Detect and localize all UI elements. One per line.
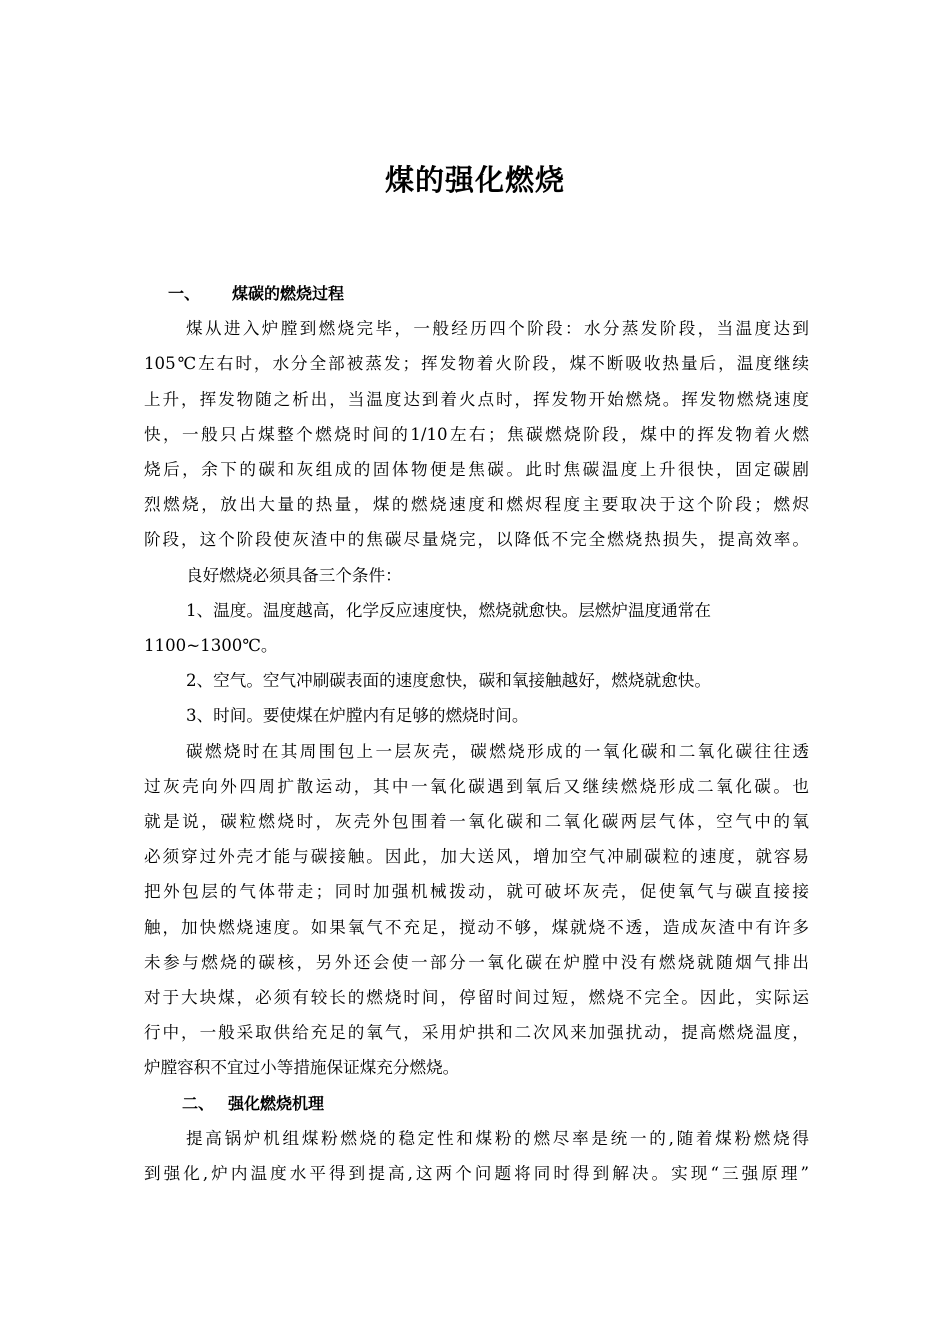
text-line: 到强化,炉内温度水平得到提高,这两个问题将同时得到解决。实现“三强原理” — [144, 1164, 809, 1184]
text-line: 把外包层的气体带走；同时加强机械拨动，就可破坏灰壳，促使氧气与碳直接接 — [144, 882, 809, 902]
text-line: 对于大块煤，必须有较长的燃烧时间，停留时间过短，燃烧不完全。因此，实际运 — [144, 988, 809, 1008]
paragraph-ash-shell — [144, 734, 809, 1086]
text-line: 105℃左右时，水分全部被蒸发；挥发物着火阶段，煤不断吸收热量后，温度继续 — [144, 354, 809, 374]
text-line: 煤从进入炉膛到燃烧完毕，一般经历四个阶段：水分蒸发阶段，当温度达到 — [186, 319, 809, 339]
text-line: 提高锅炉机组煤粉燃烧的稳定性和煤粉的燃尽率是统一的,随着煤粉燃烧得 — [186, 1128, 809, 1148]
text-line: 快，一般只占煤整个燃烧时间的1/10左右；焦碳燃烧阶段，煤中的挥发物着火燃 — [144, 424, 809, 444]
condition-air: 2、空气。空气冲刷碳表面的速度愈快，碳和氧接触越好，燃烧就愈快。 — [186, 671, 711, 691]
section-heading-text: 煤碳的燃烧过程 — [232, 284, 345, 303]
document-title: 煤的强化燃烧 — [384, 163, 565, 197]
section-heading-1 — [144, 276, 809, 311]
text-line: 就是说，碳粒燃烧时，灰壳外包围着一氧化碳和二氧化碳两层气体，空气中的氧 — [144, 812, 809, 832]
section-heading-text: 强化燃烧机理 — [228, 1093, 325, 1113]
text-line: 必须穿过外壳才能与碳接触。因此，加大送风，增加空气冲刷碳粒的速度，就容易 — [144, 847, 809, 867]
document-body — [144, 276, 809, 1191]
section-number: 二、 — [182, 1093, 215, 1113]
paragraph-combustion-stages — [144, 311, 809, 557]
text-line: 触，加快燃烧速度。如果氧气不充足，搅动不够，煤就烧不透，造成灰渣中有许多 — [144, 917, 809, 937]
text-line: 未参与燃烧的碳核，另外还会使一部分一氧化碳在炉膛中没有燃烧就随烟气排出 — [144, 952, 809, 972]
section-heading-2 — [144, 1086, 809, 1121]
text-line: 炉膛容积不宜过小等措施保证煤充分燃烧。 — [144, 1058, 460, 1078]
section-number: 一、 — [168, 284, 201, 303]
condition-temperature — [144, 593, 809, 663]
text-line: 上升，挥发物随之析出，当温度达到着火点时，挥发物开始燃烧。挥发物燃烧速度 — [144, 389, 809, 409]
paragraph-mechanism — [144, 1121, 809, 1191]
condition-time: 3、时间。要使煤在炉膛内有足够的燃烧时间。 — [186, 706, 529, 726]
text-line: 1100~1300℃。 — [144, 636, 278, 656]
text-line: 1、温度。温度越高，化学反应速度快，燃烧就愈快。层燃炉温度通常在 — [186, 600, 711, 620]
text-line: 烈燃烧，放出大量的热量，煤的燃烧速度和燃烬程度主要取决于这个阶段；燃烬 — [144, 495, 809, 515]
paragraph-conditions-intro: 良好燃烧必须具备三个条件： — [186, 565, 402, 585]
text-line: 阶段，这个阶段使灰渣中的焦碳尽量烧完，以降低不完全燃烧热损失，提高效率。 — [144, 530, 809, 550]
text-line: 行中，一般采取供给充足的氧气，采用炉拱和二次风来加强扰动，提高燃烧温度， — [144, 1023, 809, 1043]
text-line: 过灰壳向外四周扩散运动，其中一氧化碳遇到氧后又继续燃烧形成二氧化碳。也 — [144, 776, 809, 796]
text-line: 碳燃烧时在其周围包上一层灰壳，碳燃烧形成的一氧化碳和二氧化碳往往透 — [186, 741, 809, 761]
text-line: 烧后，余下的碳和灰组成的固体物便是焦碳。此时焦碳温度上升很快，固定碳剧 — [144, 460, 809, 480]
